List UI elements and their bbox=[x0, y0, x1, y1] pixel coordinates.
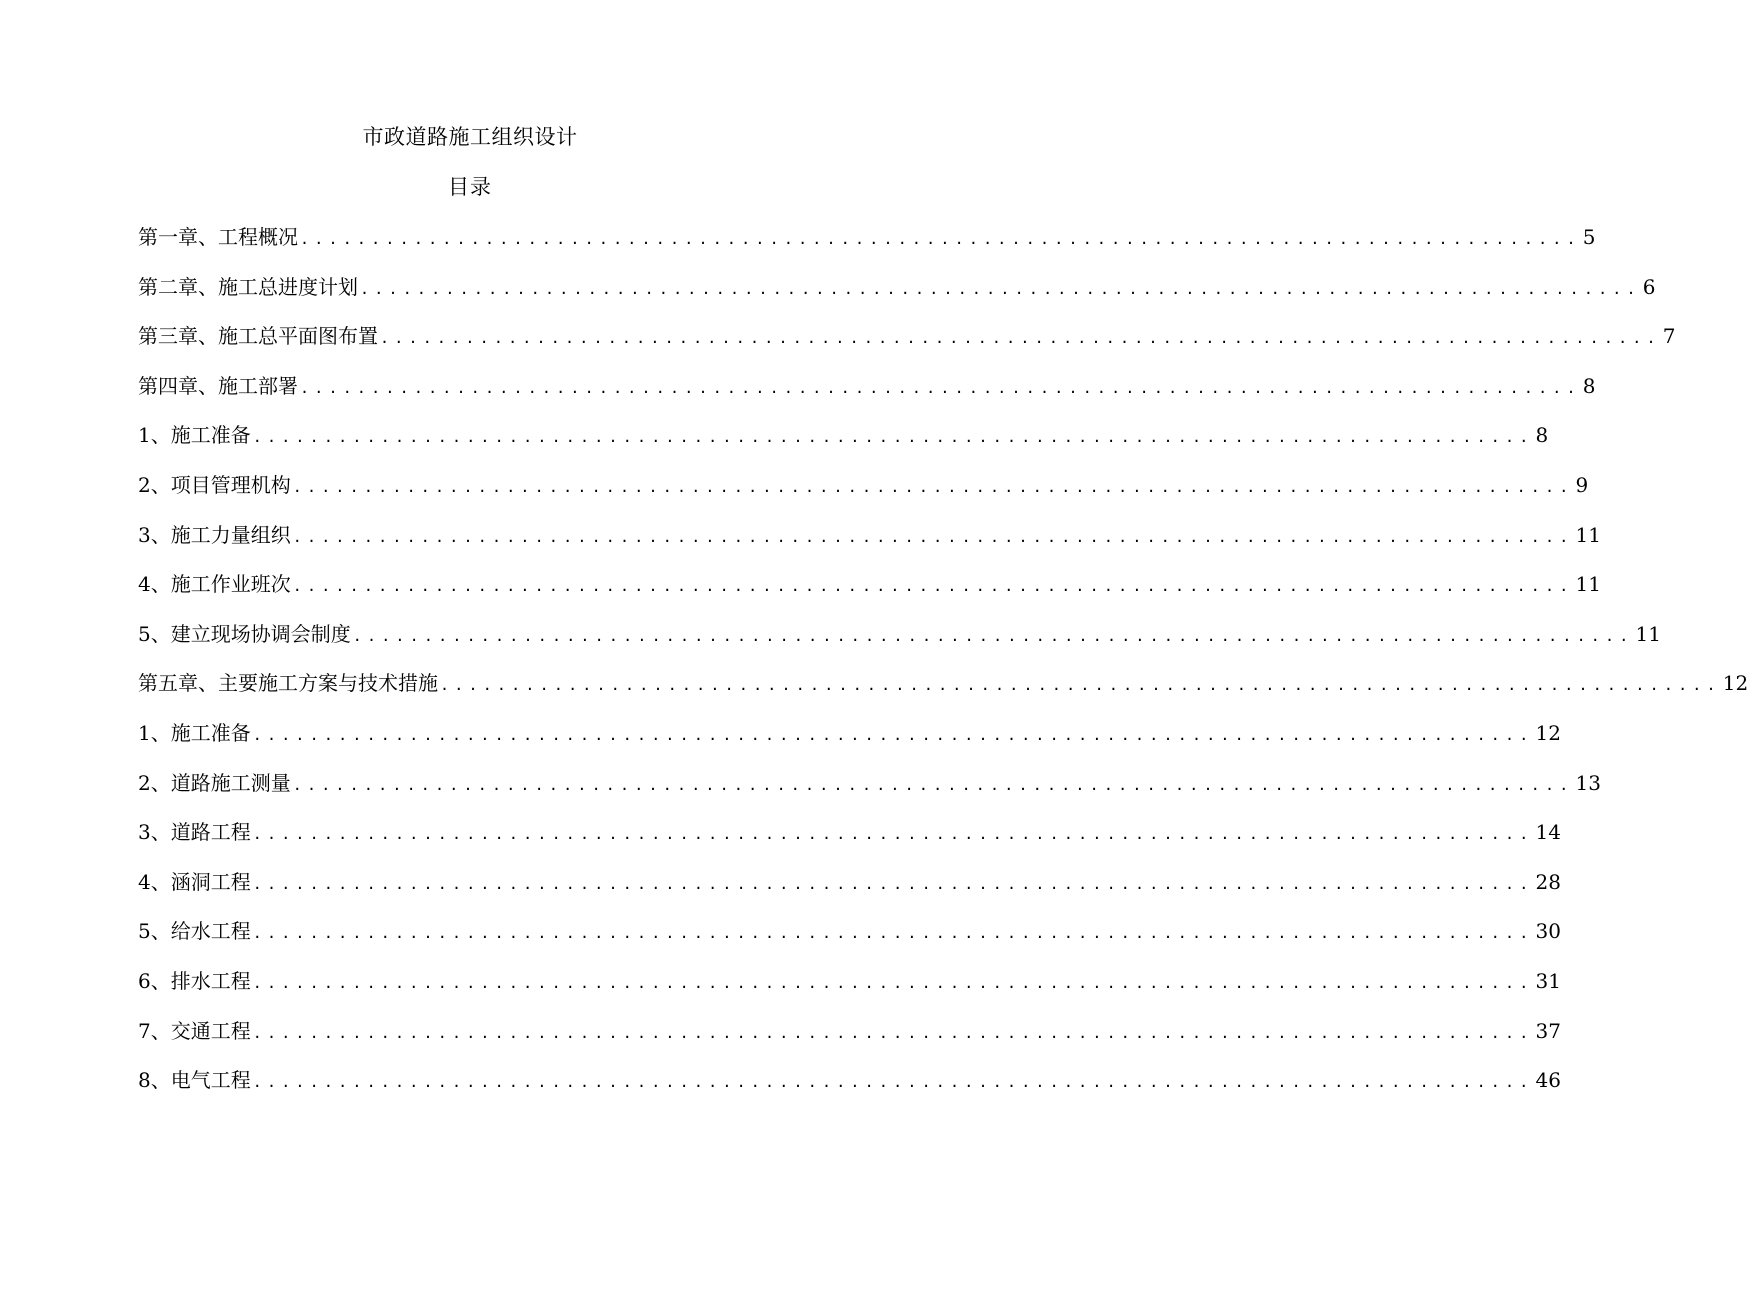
toc-entry-page: 37 bbox=[1535, 1018, 1561, 1043]
toc-leader-dots: .......................................................................................... bbox=[292, 527, 1574, 546]
toc-entry[interactable] bbox=[138, 1065, 1561, 1115]
toc-entry-page: 11 bbox=[1635, 621, 1661, 646]
toc-entry-title: 5、给水工程 bbox=[138, 919, 251, 944]
toc-entry[interactable] bbox=[138, 867, 1561, 917]
toc-leader-dots: .......................................................................................... bbox=[292, 577, 1574, 596]
toc-entry[interactable] bbox=[138, 668, 1748, 718]
toc-entry-title: 7、交通工程 bbox=[138, 1018, 251, 1043]
toc-entry-page: 31 bbox=[1535, 968, 1561, 993]
toc-entry-title: 第三章、施工总平面图布置 bbox=[138, 324, 378, 349]
toc-entry[interactable] bbox=[138, 966, 1561, 1016]
toc-leader-dots: .......................................................................................... bbox=[252, 1023, 1534, 1042]
toc-entry[interactable] bbox=[138, 817, 1561, 867]
toc-leader-dots: .......................................................................................... bbox=[292, 477, 1574, 496]
toc-entry-page: 13 bbox=[1575, 770, 1601, 795]
toc-entry[interactable] bbox=[138, 916, 1561, 966]
toc-entry-title: 第二章、施工总进度计划 bbox=[138, 274, 358, 299]
toc-entry-title: 第五章、主要施工方案与技术措施 bbox=[138, 671, 438, 696]
toc-entry[interactable] bbox=[138, 420, 1549, 470]
toc-entry[interactable] bbox=[138, 619, 1661, 669]
toc-entry-title: 第一章、工程概况 bbox=[138, 225, 298, 249]
toc-entry-page: 11 bbox=[1575, 572, 1601, 597]
toc-entry-page: 46 bbox=[1535, 1068, 1561, 1093]
toc-leader-dots: .......................................................................................... bbox=[352, 626, 1634, 645]
toc-entry-title: 5、建立现场协调会制度 bbox=[138, 621, 351, 646]
toc-entry-title: 第四章、施工部署 bbox=[138, 373, 298, 398]
toc-leader-dots: .......................................................................................... bbox=[380, 329, 1661, 348]
toc-entry-page: 8 bbox=[1535, 423, 1549, 448]
toc-leader-dots: .......................................................................................... bbox=[252, 825, 1534, 844]
table-of-contents bbox=[138, 222, 1748, 1115]
toc-leader-dots: .......................................................................................... bbox=[252, 725, 1534, 744]
toc-leader-dots: .......................................................................................... bbox=[440, 676, 1721, 695]
toc-entry-title: 2、道路施工测量 bbox=[138, 770, 291, 795]
toc-entry[interactable] bbox=[138, 768, 1601, 818]
toc-entry-title: 8、电气工程 bbox=[138, 1068, 251, 1093]
toc-leader-dots: .......................................................................................... bbox=[360, 279, 1641, 298]
toc-entry[interactable] bbox=[138, 569, 1601, 619]
toc-entry-title: 3、道路工程 bbox=[138, 820, 251, 845]
toc-heading: 目录 bbox=[448, 175, 492, 199]
toc-entry-title: 4、施工作业班次 bbox=[138, 572, 291, 597]
toc-entry-page: 9 bbox=[1575, 472, 1589, 497]
toc-entry-page: 5 bbox=[1582, 225, 1596, 249]
toc-leader-dots: .......................................................................................... bbox=[252, 973, 1534, 992]
toc-entry-page: 11 bbox=[1575, 522, 1601, 547]
toc-entry[interactable] bbox=[138, 272, 1656, 322]
toc-entry[interactable] bbox=[138, 718, 1561, 768]
toc-entry[interactable] bbox=[138, 520, 1601, 570]
toc-entry-page: 12 bbox=[1722, 671, 1748, 696]
toc-entry-page: 7 bbox=[1662, 324, 1676, 349]
toc-entry-title: 4、涵洞工程 bbox=[138, 869, 251, 894]
toc-entry-page: 28 bbox=[1535, 869, 1561, 894]
toc-leader-dots: .......................................................................................... bbox=[292, 775, 1574, 794]
toc-entry-page: 6 bbox=[1642, 274, 1656, 299]
document-title: 市政道路施工组织设计 bbox=[362, 125, 578, 149]
toc-entry-title: 1、施工准备 bbox=[138, 720, 251, 745]
toc-entry[interactable] bbox=[138, 1016, 1561, 1066]
toc-entry-title: 3、施工力量组织 bbox=[138, 522, 291, 547]
toc-entry-title: 2、项目管理机构 bbox=[138, 472, 291, 497]
toc-leader-dots: .......................................................................................... bbox=[252, 924, 1534, 943]
toc-entry-title: 6、排水工程 bbox=[138, 968, 251, 993]
toc-entry-title: 1、施工准备 bbox=[138, 423, 251, 448]
toc-leader-dots: .......................................................................................... bbox=[252, 428, 1534, 447]
toc-entry[interactable] bbox=[138, 371, 1596, 421]
toc-leader-dots: .......................................................................................... bbox=[300, 378, 1581, 397]
toc-entry-page: 12 bbox=[1535, 720, 1561, 745]
toc-entry-page: 14 bbox=[1535, 820, 1561, 845]
toc-entry-page: 8 bbox=[1582, 373, 1596, 398]
toc-leader-dots: .......................................................................................... bbox=[252, 874, 1534, 893]
toc-entry-page: 30 bbox=[1535, 919, 1561, 944]
toc-entry[interactable] bbox=[138, 222, 1596, 272]
toc-leader-dots: .......................................................................................... bbox=[300, 230, 1581, 248]
toc-entry[interactable] bbox=[138, 470, 1589, 520]
toc-leader-dots: .......................................................................................... bbox=[252, 1073, 1534, 1092]
toc-entry[interactable] bbox=[138, 321, 1676, 371]
